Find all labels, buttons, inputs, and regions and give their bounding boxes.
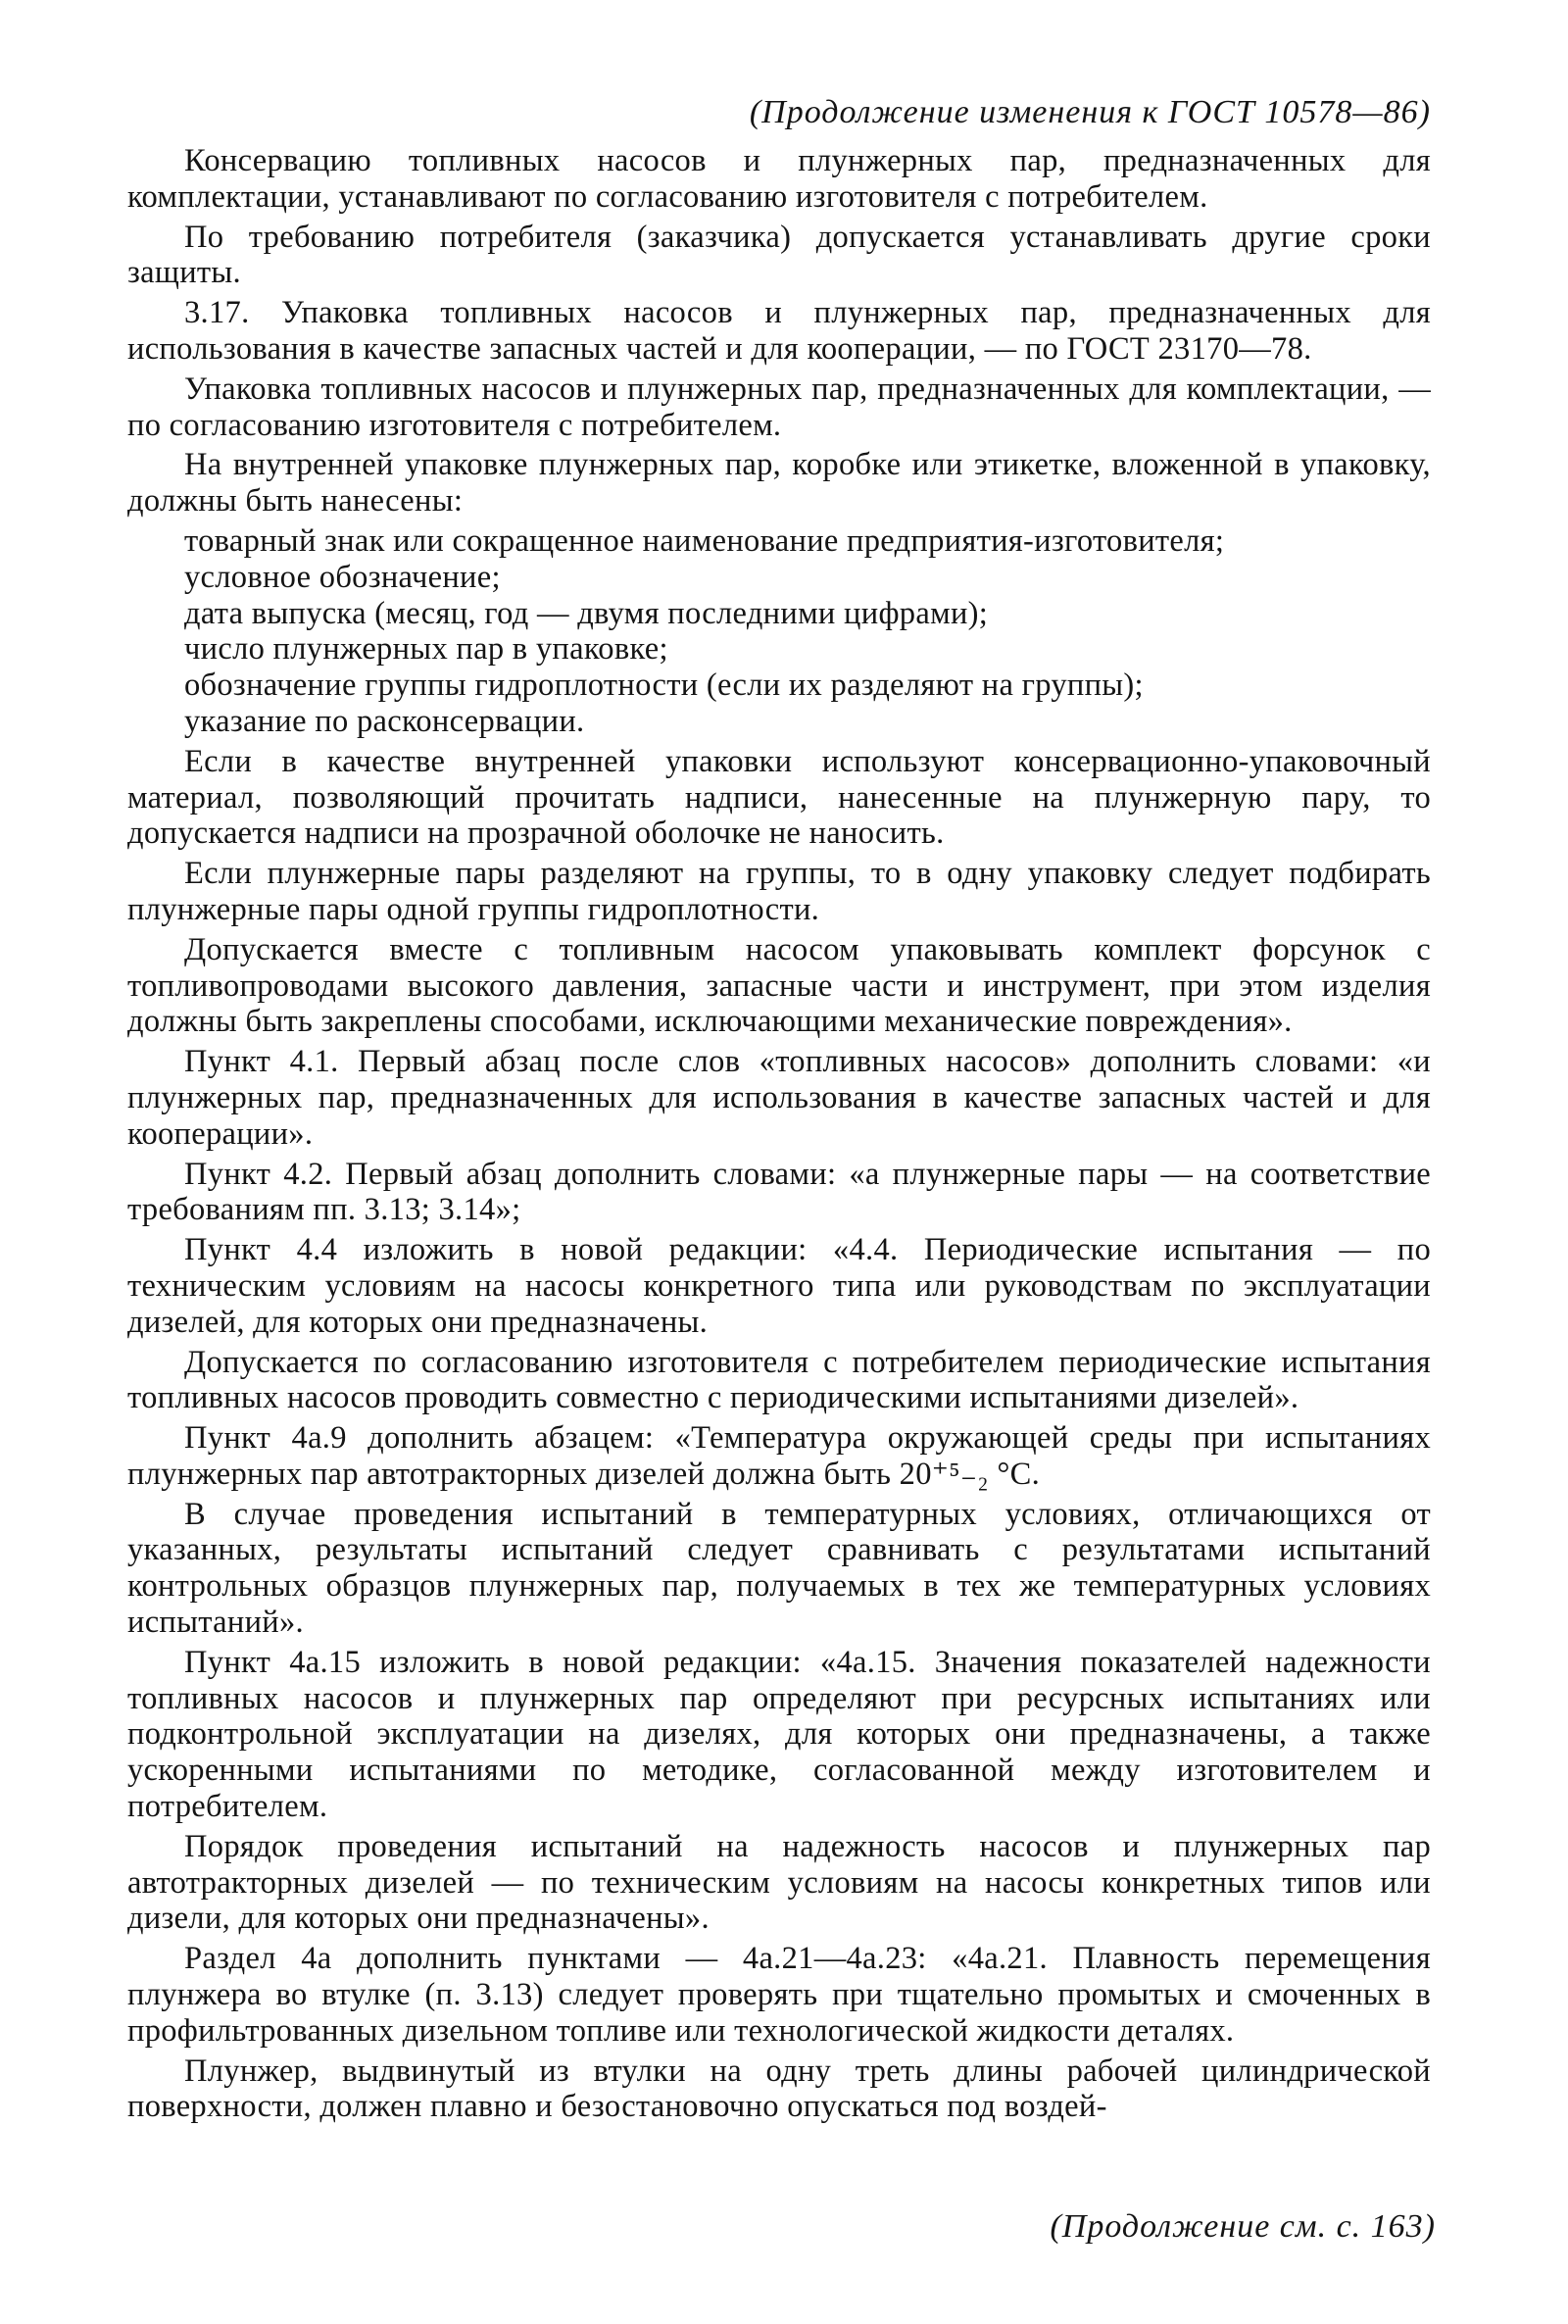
paragraph: По требованию потребителя (заказчика) допускается устанавливать другие сроки защиты.: [127, 219, 1431, 291]
paragraph: Пункт 4.2. Первый абзац дополнить словами: «а плунжерные пары — на соответствие требованиям пп. 3.13; 3.14»;: [127, 1156, 1431, 1228]
paragraph: Упаковка топливных насосов и плунжерных пар, предназначенных для комплектации, — по согласованию изготовителя с потребителем.: [127, 371, 1431, 443]
paragraph: Раздел 4а дополнить пунктами — 4а.21—4а.23: «4а.21. Плавность перемещения плунжера во втулке (п. 3.13) следует проверять при тщательно промытых и смоченных в профильтрованных дизельном топливе или технологической жидкости деталях.: [127, 1941, 1431, 2049]
paragraph: 3.17. Упаковка топливных насосов и плунжерных пар, предназначенных для использования в качестве запасных частей и для кооперации, — по ГОСТ 23170—78.: [127, 295, 1431, 367]
list-item: обозначение группы гидроплотности (если их разделяют на группы);: [184, 668, 1144, 704]
paragraph: В случае проведения испытаний в температурных условиях, отличающихся от указанных, результаты испытаний следует сравнивать с результатами испытаний контрольных образцов плунжерных пар, получаемых в тех же температурных условиях испытаний».: [127, 1496, 1431, 1641]
paragraph: Если плунжерные пары разделяют на группы, то в одну упаковку следует подбирать плунжерные пары одной группы гидроплотности.: [127, 856, 1431, 927]
paragraph: Порядок проведения испытаний на надежность насосов и плунжерных пар автотракторных дизелей — по техническим условиям на насосы конкретных типов или дизели, для которых они предназначены».: [127, 1828, 1431, 1937]
list-item: условное обозначение;: [184, 559, 501, 595]
page-footer: (Продолжение см. с. 163): [1050, 2208, 1436, 2245]
list-item: товарный знак или сокращенное наименование предприятия-изготовителя;: [184, 522, 1225, 559]
list-item: число плунжерных пар в упаковке;: [184, 631, 668, 668]
paragraph: Допускается вместе с топливным насосом упаковывать комплект форсунок с топливопроводами высокого давления, запасные части и инструмент, при этом изделия должны быть закреплены способами, исключающими механические повреждения».: [127, 931, 1431, 1040]
page-header: (Продолжение изменения к ГОСТ 10578—86): [749, 94, 1431, 130]
paragraph: Пункт 4а.9 дополнить абзацем: «Температура окружающей среды при испытаниях плунжерных пар автотракторных дизелей должна быть 20⁺⁵₋₂ °С.: [127, 1420, 1431, 1492]
paragraph: Допускается по согласованию изготовителя с потребителем периодические испытания топливных насосов проводить совместно с периодическими испытаниями дизелей».: [127, 1344, 1431, 1416]
document-body: [127, 143, 1431, 2129]
list-item: указание по расконсервации.: [184, 703, 585, 739]
paragraph: На внутренней упаковке плунжерных пар, коробке или этикетке, вложенной в упаковку, должны быть нанесены:: [127, 447, 1431, 519]
paragraph: Если в качестве внутренней упаковки используют консервационно-упаковочный материал, позволяющий прочитать надписи, нанесенные на плунжерную пару, то допускается надписи на прозрачной оболочке не наносить.: [127, 743, 1431, 852]
paragraph: Пункт 4.1. Первый абзац после слов «топливных насосов» дополнить словами: «и плунжерных пар, предназначенных для использования в качестве запасных частей и для кооперации».: [127, 1044, 1431, 1152]
paragraph: Плунжер, выдвинутый из втулки на одну треть длины рабочей цилиндрической поверхности, должен плавно и безостановочно опускаться под воздей-: [127, 2052, 1431, 2125]
paragraph: Пункт 4.4 изложить в новой редакции: «4.4. Периодические испытания — по техническим условиям на насосы конкретного типа или руководствам по эксплуатации дизелей, для которых они предназначены.: [127, 1232, 1431, 1340]
paragraph: Консервацию топливных насосов и плунжерных пар, предназначенных для комплектации, устанавливают по согласованию изготовителя с потребителем.: [127, 143, 1431, 215]
paragraph: Пункт 4а.15 изложить в новой редакции: «4а.15. Значения показателей надежности топливных насосов и плунжерных пар определяют при ресурсных испытаниях или подконтрольной эксплуатации на дизелях, для которых они предназначены, а также ускоренными испытаниями по методике, согласованной между изготовителем и потребителем.: [127, 1644, 1431, 1825]
list-item: дата выпуска (месяц, год — двумя последними цифрами);: [184, 595, 989, 631]
